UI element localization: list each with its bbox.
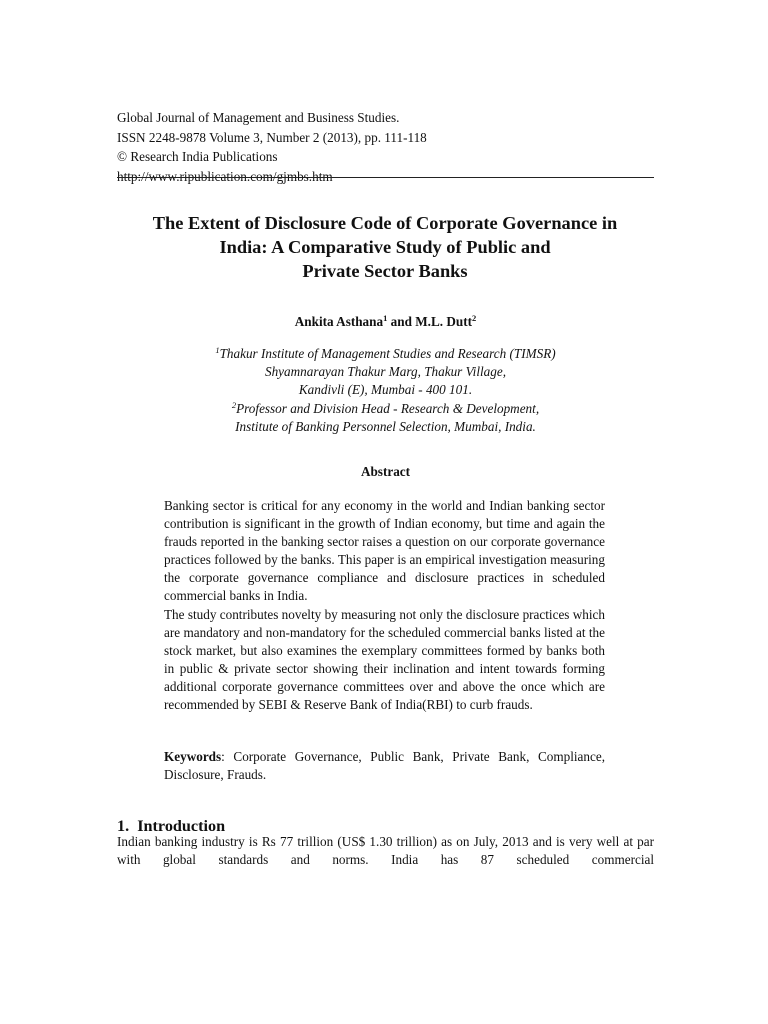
section-1-heading: 1. Introduction <box>117 817 226 835</box>
affiliation-2-mark: 2 <box>231 399 237 410</box>
title-line-1: The Extent of Disclosure Code of Corporate Governance in <box>152 213 618 233</box>
abstract-heading: Abstract <box>360 464 411 479</box>
affiliation-1-line-1 <box>117 345 654 363</box>
journal-header <box>117 108 654 186</box>
section-1-text: Indian banking industry is Rs 77 trillion (US$ 1.30 trillion) as on July, 2013 and is very well at par with global standards and norms. India has 87 scheduled commercial <box>117 834 654 868</box>
affiliations <box>117 345 654 436</box>
issn-line: ISSN 2248-9878 Volume 3, Number 2 (2013), pp. 111-118 <box>117 129 427 145</box>
affiliation-2-line-2: Institute of Banking Personnel Selection, Mumbai, India. <box>235 418 536 434</box>
author-1-mark: 1 <box>383 313 388 323</box>
affiliation-2-text: Professor and Division Head - Research & Development, <box>236 400 540 416</box>
title-line-2: India: A Comparative Study of Public and <box>219 237 551 257</box>
header-divider <box>117 177 654 178</box>
affiliation-1-line-3: Kandivli (E), Mumbai - 400 101. <box>298 382 473 398</box>
affiliation-1-mark: 1 <box>215 345 220 355</box>
abstract-paragraph-1: Banking sector is critical for any economy in the world and Indian banking sector contribution is significant in the growth of Indian economy, but time and again the frauds reported in the banking sector raises a question on our corporate governance practices followed by the banks. This paper is an empirical investigation measuring the corporate governance compliance and disclosure practices in scheduled commercial banks in India. <box>164 498 605 604</box>
abstract-body <box>164 497 605 714</box>
journal-url[interactable]: http://www.ripublication.com/gjmbs.htm <box>117 168 333 184</box>
author-2-mark: 2 <box>471 313 477 323</box>
affiliation-1-text: Thakur Institute of Management Studies and Research (TIMSR) <box>219 346 556 361</box>
author-1-name: Ankita Asthana <box>294 314 384 329</box>
abstract-paragraph-2: The study contributes novelty by measuring not only the disclosure practices which are mandatory and non-mandatory for the scheduled commercial banks listed at the stock market, but also examines the exemplary committees formed by banks both in public & private sector showing their inclination and intent towards forming additional corporate governance committees over and above the once which are recommended by SEBI & Reserve Bank of India(RBI) to curb frauds. <box>164 606 605 713</box>
keywords-text: : Corporate Governance, Public Bank, Private Bank, Compliance, Disclosure, Frauds. <box>164 749 605 783</box>
paper-title <box>100 211 670 283</box>
publisher-line: © Research India Publications <box>117 149 278 164</box>
affiliation-2-line-1 <box>117 400 654 418</box>
keywords <box>164 748 605 784</box>
title-line-3: Private Sector Banks <box>302 261 468 281</box>
affiliation-1-line-2: Shyamnarayan Thakur Marg, Thakur Village, <box>264 364 507 380</box>
keywords-label: Keywords <box>164 749 222 764</box>
author-2-name: M.L. Dutt <box>415 314 472 329</box>
author-list <box>117 314 654 330</box>
author-conjunction: and <box>387 314 416 329</box>
journal-name: Global Journal of Management and Business Studies. <box>117 110 400 125</box>
